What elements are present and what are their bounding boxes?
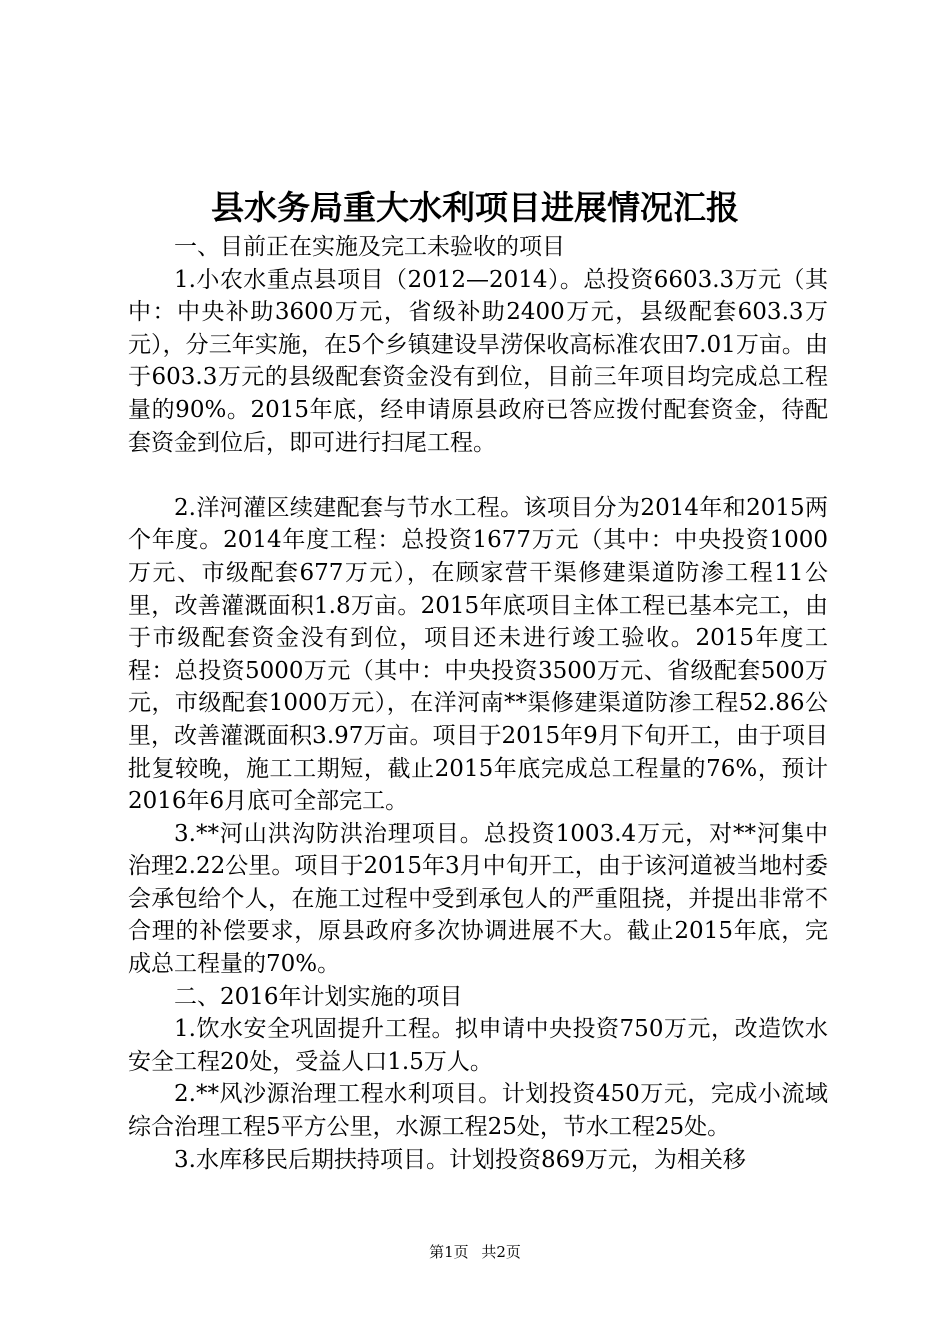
paragraph-plan-3: 3.水库移民后期扶持项目。计划投资869万元，为相关移 xyxy=(174,1146,746,1173)
section-heading-2: 二、2016年计划实施的项目 xyxy=(174,983,463,1010)
page-number-total: 共2页 xyxy=(481,1243,521,1261)
paragraph-plan-2: 2.**风沙源治理工程水利项目。计划投资450万元，完成小流域综合治理工程5平方公里，水源工程25处，节水工程25处。 xyxy=(128,1081,828,1141)
page-number-current: 第1页 xyxy=(429,1243,469,1261)
page-footer xyxy=(0,1242,950,1262)
paragraph-plan-1: 1.饮水安全巩固提升工程。拟申请中央投资750万元，改造饮水安全工程20处，受益人口1.5万人。 xyxy=(128,1016,828,1075)
document-body xyxy=(128,231,828,1176)
paragraph-project-1: 1.小农水重点县项目（2012—2014）。总投资6603.3万元（其中：中央补助3600万元，省级补助2400万元，县级配套603.3万元），分三年实施，在5个乡镇建设旱涝保收高标准农田7.01万亩。由于603.3万元的县级配套资金没有到位，目前三年项目均完成总工程量的90%。2015年底，经申请原县政府已答应拨付配套资金，待配套资金到位后，即可进行扫尾工程。 xyxy=(128,266,828,456)
section-heading-1: 一、目前正在实施及完工未验收的项目 xyxy=(174,234,565,260)
document-title: 县水务局重大水利项目进展情况汇报 xyxy=(211,188,739,227)
paragraph-project-2: 2.洋河灌区续建配套与节水工程。该项目分为2014年和2015两个年度。2014年度工程：总投资1677万元（其中：中央投资1000万元、市级配套677万元），在顾家营干渠修建渠道防渗工程11公里，改善灌溉面积1.8万亩。2015年底项目主体工程已基本完工，由于市级配套资金没有到位，项目还未进行竣工验收。2015年度工程：总投资5000万元（其中：中央投资3500万元、省级配套500万元，市级配套1000万元），在洋河南**渠修建渠道防渗工程52.86公里，改善灌溉面积3.97万亩。项目于2015年9月下旬开工，由于项目批复较晚，施工工期短，截止2015年底完成总工程量的76%，预计2016年6月底可全部完工。 xyxy=(128,494,828,815)
paragraph-project-3: 3.**河山洪沟防洪治理项目。总投资1003.4万元，对**河集中治理2.22公里。项目于2015年3月中旬开工，由于该河道被当地村委会承包给个人，在施工过程中受到承包人的严重阻挠，并提出非常不合理的补偿要求，原县政府多次协调进展不大。截止2015年底，完成总工程量的70%。 xyxy=(128,820,828,978)
